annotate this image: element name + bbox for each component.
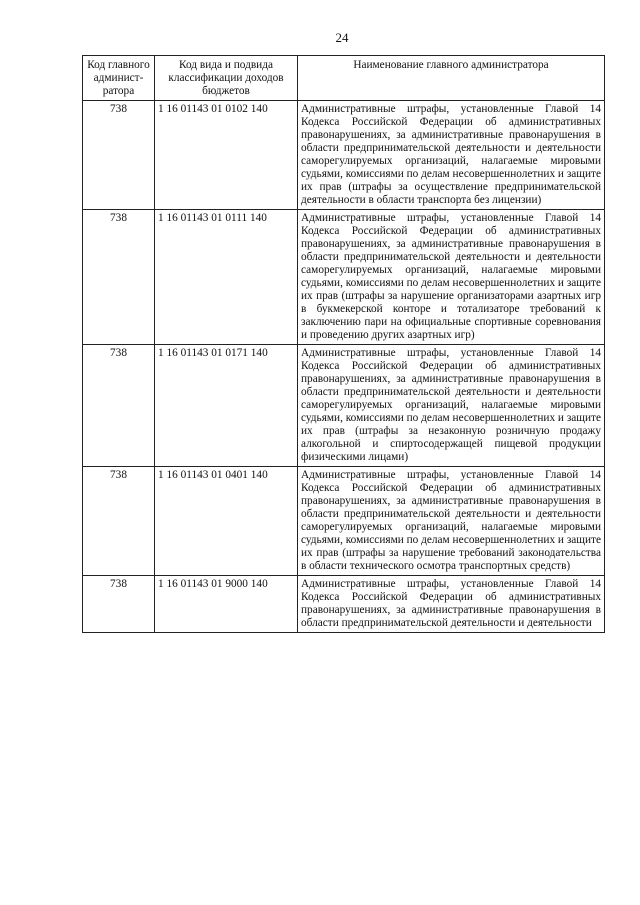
cell-admin-code: 738 [83, 467, 155, 576]
cell-admin-name: Административные штрафы, установленные Главой 14 Кодекса Российской Федерации об административных правонарушениях, за административные правонарушения в области предпринимательской деятельности и деятельности саморегулируемых организаций, налагаемые мировыми судьями, комиссиями по делам несовершеннолетних и защите их прав (штрафы за нарушение организаторами азартных игр в букмекерской конторе и тотализаторе требований к заключению пари на официальные спортивные соревнования и проведению других азартных игр) [298, 210, 605, 345]
header-admin-name: Наименование главного администратора [298, 56, 605, 101]
cell-admin-name: Административные штрафы, установленные Главой 14 Кодекса Российской Федерации об административных правонарушениях, за административные правонарушения в области предпринимательской деятельности и деятельности саморегулируемых организаций, налагаемые мировыми судьями, комиссиями по делам несовершеннолетних и защите их прав (штрафы за осуществление предпринимательской деятельности в области транспорта без лицензии) [298, 101, 605, 210]
revenue-classification-table [82, 55, 605, 633]
table-row [83, 345, 605, 467]
page-number: 24 [335, 30, 349, 45]
table-row [83, 576, 605, 633]
cell-admin-name: Административные штрафы, установленные Главой 14 Кодекса Российской Федерации об административных правонарушениях, за административные правонарушения в области предпринимательской деятельности и деятельности [298, 576, 605, 633]
table-row [83, 101, 605, 210]
cell-admin-code: 738 [83, 576, 155, 633]
cell-admin-code: 738 [83, 345, 155, 467]
cell-class-code: 1 16 01143 01 0401 140 [155, 467, 298, 576]
cell-class-code: 1 16 01143 01 0111 140 [155, 210, 298, 345]
table-row [83, 210, 605, 345]
header-class-code: Код вида и подвида классификации доходов бюджетов [155, 56, 298, 101]
cell-admin-code: 738 [83, 101, 155, 210]
cell-admin-name: Административные штрафы, установленные Главой 14 Кодекса Российской Федерации об административных правонарушениях, за административные правонарушения в области предпринимательской деятельности и деятельности саморегулируемых организаций, налагаемые мировыми судьями, комиссиями по делам несовершеннолетних и защите их прав (штрафы за нарушение требований законодательства в области технического осмотра транспортных средств) [298, 467, 605, 576]
cell-admin-name: Административные штрафы, установленные Главой 14 Кодекса Российской Федерации об административных правонарушениях, за административные правонарушения в области предпринимательской деятельности и деятельности саморегулируемых организаций, налагаемые мировыми судьями, комиссиями по делам несовершеннолетних и защите их прав (штрафы за незаконную розничную продажу алкогольной и спиртосодержащей пищевой продукции физическими лицами) [298, 345, 605, 467]
cell-class-code: 1 16 01143 01 0171 140 [155, 345, 298, 467]
cell-class-code: 1 16 01143 01 0102 140 [155, 101, 298, 210]
table-header-row [83, 56, 605, 101]
header-admin-code: Код главного админист-ратора [83, 56, 155, 101]
cell-class-code: 1 16 01143 01 9000 140 [155, 576, 298, 633]
table-row [83, 467, 605, 576]
cell-admin-code: 738 [83, 210, 155, 345]
